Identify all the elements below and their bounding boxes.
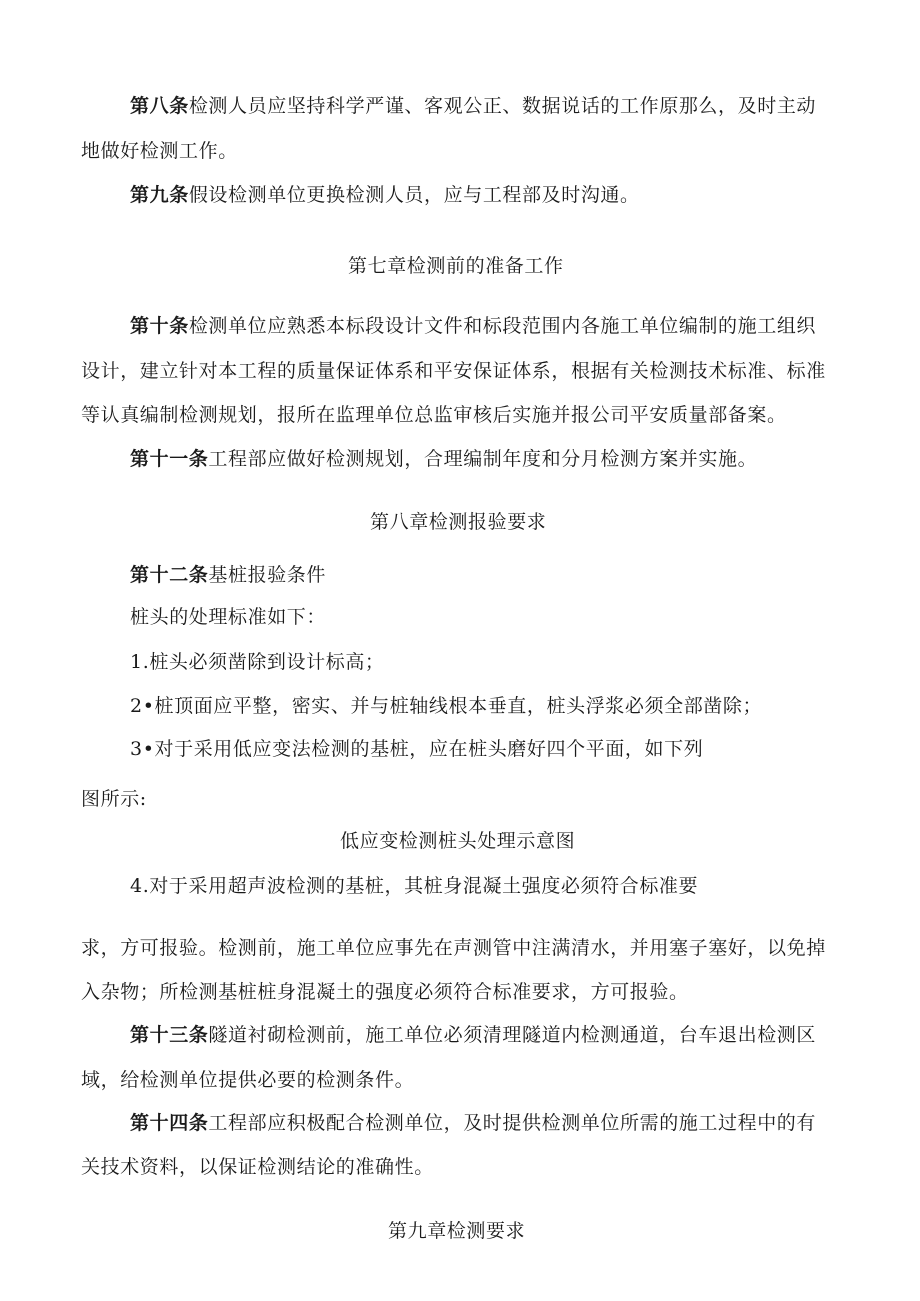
article-14-label: 第十四条: [130, 1112, 209, 1134]
article-13-text: 隧道衬砌检测前，施工单位必须清理隧道内检测通道，台车退出检测区: [208, 1024, 817, 1046]
article-10-line-1: [130, 314, 816, 338]
article-14-line-2: 关技术资料，以保证检测结论的准确性。: [81, 1156, 434, 1178]
article-11-label: 第十一条: [130, 448, 209, 470]
article-12-item-4: 4.对于采用超声波检测的基桩，其桩身混凝土强度必须符合标准要: [130, 875, 699, 897]
article-12-label: 第十二条: [130, 564, 209, 586]
figure-caption: 低应变检测桩头处理示意图: [340, 830, 576, 852]
chapter-9-heading: 第九章检测要求: [388, 1220, 526, 1242]
article-8-line-1: [130, 94, 816, 118]
article-8-text: 检测人员应坚持科学严谨、客观公正、数据说话的工作原那么，及时主动: [188, 95, 817, 117]
article-12-text: 基桩报验条件: [208, 564, 327, 586]
article-14-text: 工程部应积极配合检测单位，及时提供检测单位所需的施工过程中的有: [208, 1112, 817, 1134]
chapter-8-heading: 第八章检测报验要求: [370, 511, 547, 533]
article-10-label: 第十条: [130, 315, 189, 337]
article-14-line-1: [130, 1111, 816, 1135]
article-10-line-3: 等认真编制检测规划，报所在监理单位总监审核后实施并报公司平安质量部备案。: [81, 404, 787, 426]
article-9-text: 假设检测单位更换检测人员，应与工程部及时沟通。: [188, 184, 640, 206]
article-10-line-2: 设计，建立针对本工程的质量保证体系和平安保证体系，根据有关检测技术标准、标准: [81, 360, 826, 382]
article-9-line-1: [130, 183, 640, 207]
article-11-line-1: [130, 447, 757, 471]
article-11-text: 工程部应做好检测规划，合理编制年度和分月检测方案并实施。: [208, 448, 758, 470]
article-12-intro: 桩头的处理标准如下：: [130, 606, 327, 628]
article-13-line-1: [130, 1023, 816, 1047]
article-13-line-2: 域，给检测单位提供必要的检测条件。: [81, 1069, 415, 1091]
article-12-line-1: [130, 563, 326, 587]
article-8-label: 第八条: [130, 95, 189, 117]
article-12-item-2: 2•桩顶面应平整，密实、并与桩轴线根本垂直，桩头浮浆必须全部凿除；: [130, 695, 763, 717]
article-12-item-3: 3•对于采用低应变法检测的基桩，应在桩头磨好四个平面，如下列: [130, 738, 704, 760]
article-12-item-4-line-3: 入杂物；所检测基桩桩身混凝土的强度必须符合标准要求，方可报验。: [81, 981, 689, 1003]
article-12-item-1: 1.桩头必须凿除到设计标高；: [130, 651, 385, 673]
article-12-item-4-line-2: 求，方可报验。检测前，施工单位应事先在声测管中注满清水，并用塞子塞好，以免掉: [81, 937, 826, 959]
chapter-7-heading: 第七章检测前的准备工作: [348, 255, 564, 277]
article-9-label: 第九条: [130, 184, 189, 206]
article-12-item-3-continued: 图所示:: [81, 788, 147, 810]
article-13-label: 第十三条: [130, 1024, 209, 1046]
article-10-text: 检测单位应熟悉本标段设计文件和标段范围内各施工单位编制的施工组织: [188, 315, 817, 337]
article-8-line-2: 地做好检测工作。: [81, 140, 238, 162]
